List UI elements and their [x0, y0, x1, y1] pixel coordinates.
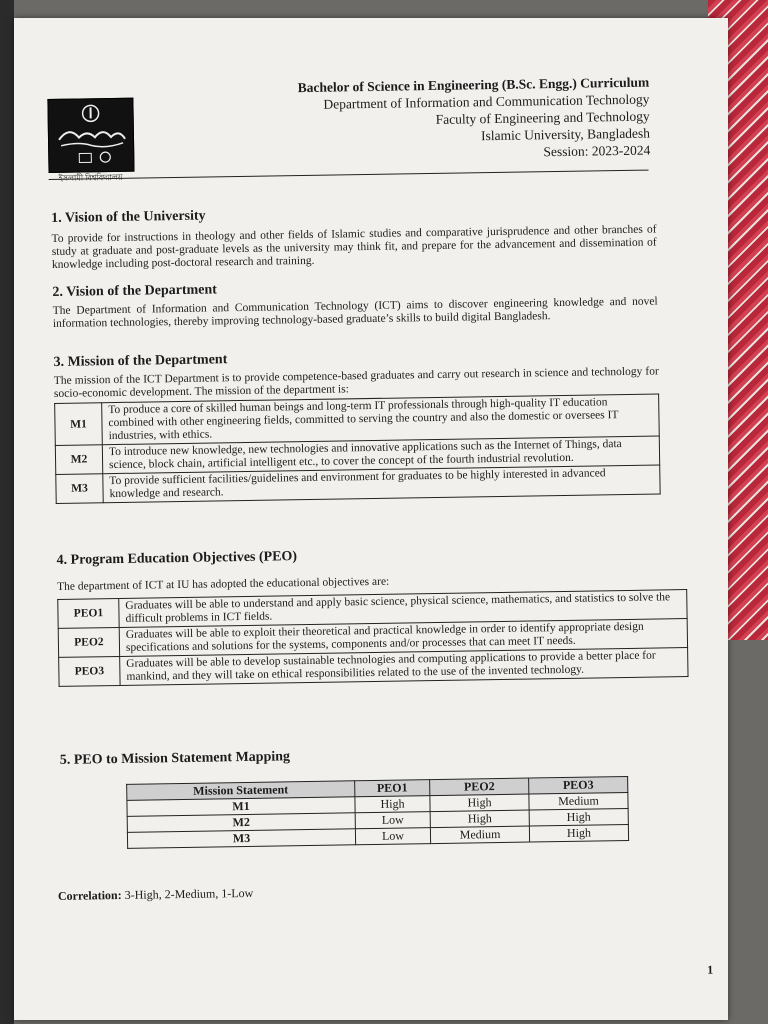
mission-text: To produce a core of skilled human beings and long-term IT professionals through high-quality IT education combined with other engineering fields, committed to serving the country and also the domestic or oversees IT industries, with ethics. — [102, 394, 660, 445]
table-cell: High — [529, 824, 628, 842]
session-label: Session: 2023-2024 — [543, 142, 651, 160]
column-header: PEO3 — [529, 777, 628, 795]
university-name: Islamic University, Bangladesh — [480, 125, 651, 144]
section-title-mapping: 5. PEO to Mission Statement Mapping — [59, 749, 291, 768]
mission-code: M1 — [55, 403, 103, 446]
header-divider — [49, 170, 649, 180]
table-cell: Medium — [430, 826, 529, 844]
faculty-name: Faculty of Engineering and Technology — [435, 108, 650, 127]
column-header: Mission Statement — [127, 781, 355, 801]
correlation-note — [58, 886, 254, 904]
mission-code: M2 — [55, 445, 102, 475]
peo-code: PEO2 — [58, 627, 119, 657]
page-number: 1 — [707, 962, 714, 977]
mission-text: To provide sufficient facilities/guidelines and environment for graduates to be highly interested in advanced knowledge and research. — [103, 465, 660, 503]
vision-university-text: To provide for instructions in theology and other fields of Islamic studies and comparative jurisprudence and other branches of study at graduate and post-graduate levels as the university may think fit, and prepare for the advancement and dissemination of knowledge including post-doctoral research and training. — [51, 223, 657, 271]
column-header: PEO2 — [430, 778, 529, 796]
page-content — [14, 18, 728, 1020]
document-header — [298, 74, 651, 165]
peo-code: PEO3 — [59, 656, 120, 686]
table-cell: High — [430, 810, 529, 828]
section-title-peo: 4. Program Education Objectives (PEO) — [56, 549, 298, 568]
table-cell: High — [355, 796, 430, 813]
table-cell: Low — [355, 828, 430, 845]
university-logo-icon — [48, 99, 133, 172]
document-page — [14, 18, 728, 1020]
section-title-vision-department: 2. Vision of the Department — [52, 282, 218, 300]
background-dark-edge — [0, 0, 14, 1024]
peo-text: Graduates will be able to understand and apply basic science, physical science, mathematics, and statistics to solve the difficult problems in ICT fields. — [119, 590, 687, 628]
table-cell: High — [529, 808, 628, 826]
vision-department-text: The Department of Information and Communication Technology (ICT) aims to discover engineering knowledge and novel information technologies, thereby improving technology-based graduate’s skills to build digital Bangladesh. — [52, 295, 658, 330]
peo-mission-mapping-table — [126, 776, 629, 849]
mission-department-text: The mission of the ICT Department is to provide competence-based graduates and carry out research in science and technology for socio-economic development. The mission of the department is: — [53, 365, 659, 400]
table-cell: Medium — [529, 792, 628, 810]
mission-code: M3 — [56, 474, 103, 504]
table-cell: High — [430, 794, 529, 812]
correlation-text: 3-High, 2-Medium, 1-Low — [121, 885, 254, 902]
peo-table — [57, 589, 688, 687]
peo-code: PEO1 — [58, 598, 119, 628]
column-header: PEO1 — [355, 780, 430, 797]
section-title-mission-department: 3. Mission of the Department — [53, 352, 228, 370]
peo-intro-text: The department of ICT at IU has adopted the educational objectives are: — [56, 575, 390, 593]
table-cell: M3 — [127, 829, 355, 849]
table-cell: Low — [355, 812, 430, 829]
table-cell: M1 — [127, 797, 355, 817]
curriculum-title: Bachelor of Science in Engineering (B.Sc. Engg.) Curriculum — [297, 74, 650, 96]
mission-text: To introduce new knowledge, new technologies and innovative applications such as the Internet of Things, data science, block chain, artificial intelligent etc., to cover the concept of the fourth industrial revolution. — [102, 436, 659, 474]
section-title-vision-university: 1. Vision of the University — [51, 208, 206, 226]
correlation-label: Correlation: — [57, 887, 122, 903]
peo-text: Graduates will be able to develop sustainable technologies and computing applications to provide a better place for mankind, and they will take on ethical responsibilities related to the use of the invented technology. — [120, 648, 688, 686]
department-name: Department of Information and Communication Technology — [323, 91, 650, 112]
table-cell: M2 — [127, 813, 355, 833]
peo-text: Graduates will be able to exploit their theoretical and practical knowledge in order to identify appropriate design specifications and solutions for the systems, components and/or processes that can meet IT needs. — [119, 619, 687, 657]
mission-table — [54, 393, 661, 503]
university-logo — [47, 98, 134, 173]
